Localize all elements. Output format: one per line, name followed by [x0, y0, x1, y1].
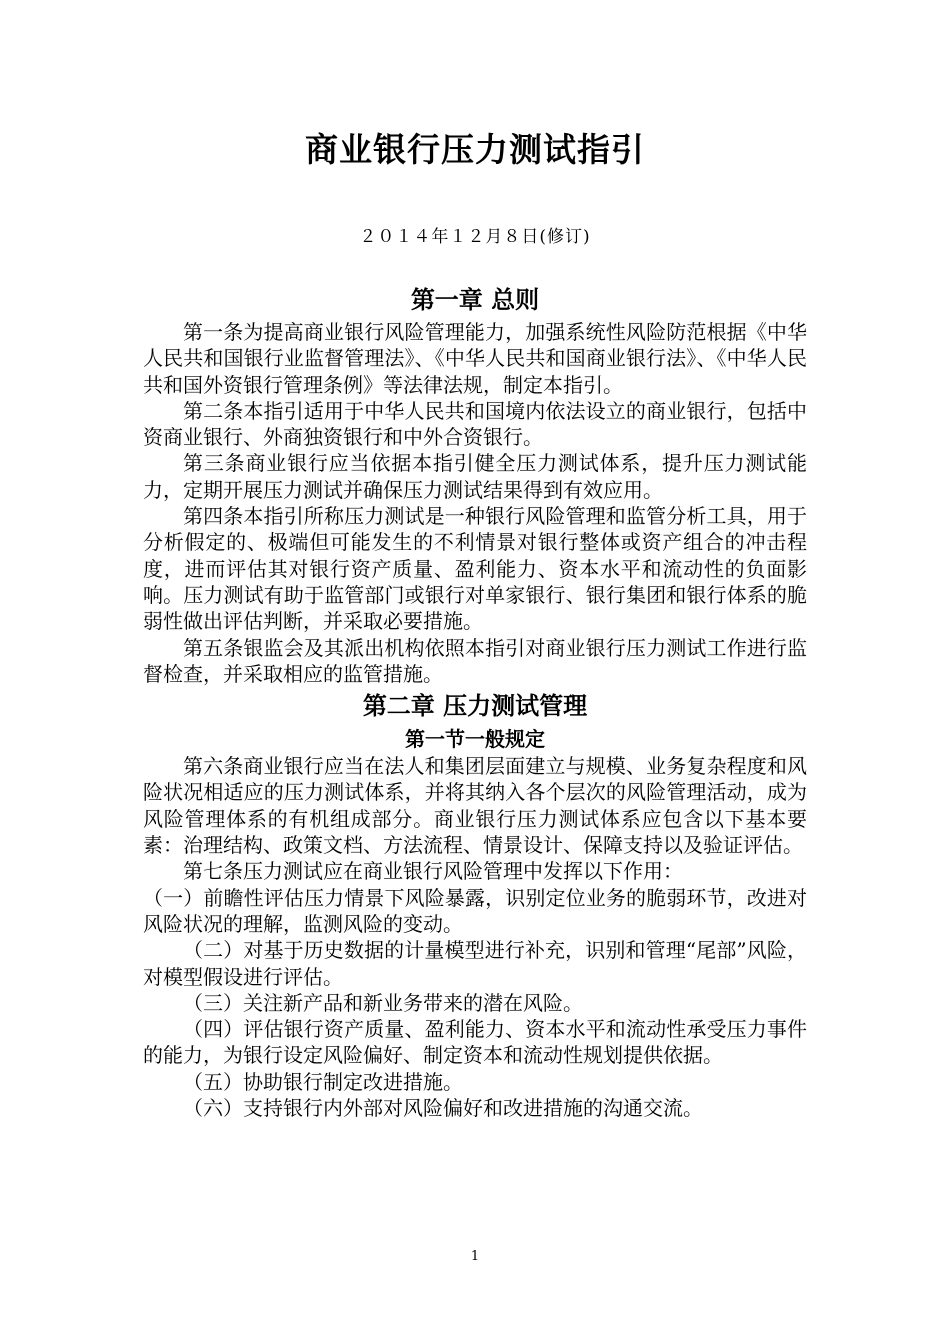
page-number: 1	[470, 1249, 480, 1264]
article-paragraph: 第二条本指引适用于中华人民共和国境内依法设立的商业银行，包括中资商业银行、外商独资银行和中外合资银行。	[143, 398, 807, 450]
list-item-paragraph: （五）协助银行制定改进措施。	[183, 1069, 463, 1094]
list-item-paragraph: （二）对基于历史数据的计量模型进行补充，识别和管理“尾部”风险，对模型假设进行评估。	[143, 938, 807, 989]
document-title: 商业银行压力测试指引	[305, 130, 645, 169]
article-paragraph: 第一条为提高商业银行风险管理能力，加强系统性风险防范根据《中华人民共和国银行业监督管理法》、《中华人民共和国商业银行法》、《中华人民共和国外资银行管理条例》等法律法规，制定本指引。	[143, 320, 807, 397]
article-paragraph: 第七条压力测试应在商业银行风险管理中发挥以下作用：	[183, 859, 683, 884]
revision-date: ２０１４年１２月８日(修订)	[359, 227, 591, 247]
list-item-paragraph: （四）评估银行资产质量、盈利能力、资本水平和流动性承受压力事件的能力，为银行设定风险偏好、制定资本和流动性规划提供依据。	[143, 1017, 807, 1068]
list-item-paragraph: （一）前瞻性评估压力情景下风险暴露，识别定位业务的脆弱环节，改进对风险状况的理解，监测风险的变动。	[143, 885, 807, 936]
chapter-heading: 第二章 压力测试管理	[362, 692, 588, 721]
chapter-heading: 第一章 总则	[410, 286, 540, 314]
article-paragraph: 第三条商业银行应当依据本指引健全压力测试体系，提升压力测试能力，定期开展压力测试并确保压力测试结果得到有效应用。	[143, 451, 807, 502]
section-heading: 第一节一般规定	[405, 727, 545, 752]
list-item-paragraph: （三）关注新产品和新业务带来的潜在风险。	[183, 990, 583, 1015]
article-paragraph: 第五条银监会及其派出机构依照本指引对商业银行压力测试工作进行监督检查，并采取相应的监管措施。	[143, 635, 807, 686]
document-body	[143, 281, 807, 1121]
article-paragraph: 第六条商业银行应当在法人和集团层面建立与规模、业务复杂程度和风险状况相适应的压力测试体系，并将其纳入各个层次的风险管理活动，成为风险管理体系的有机组成部分。商业银行压力测试体系应包含以下基本要素：治理结构、政策文档、方法流程、情景设计、保障支持以及验证评估。	[143, 754, 807, 858]
list-item-paragraph: （六）支持银行内外部对风险偏好和改进措施的沟通交流。	[183, 1096, 703, 1121]
article-paragraph: 第四条本指引所称压力测试是一种银行风险管理和监管分析工具，用于分析假定的、极端但可能发生的不利情景对银行整体或资产组合的冲击程度，进而评估其对银行资产质量、盈利能力、资本水平和流动性的负面影响。压力测试有助于监管部门或银行对单家银行、银行集团和银行体系的脆弱性做出评估判断，并采取必要措施。	[143, 504, 807, 634]
